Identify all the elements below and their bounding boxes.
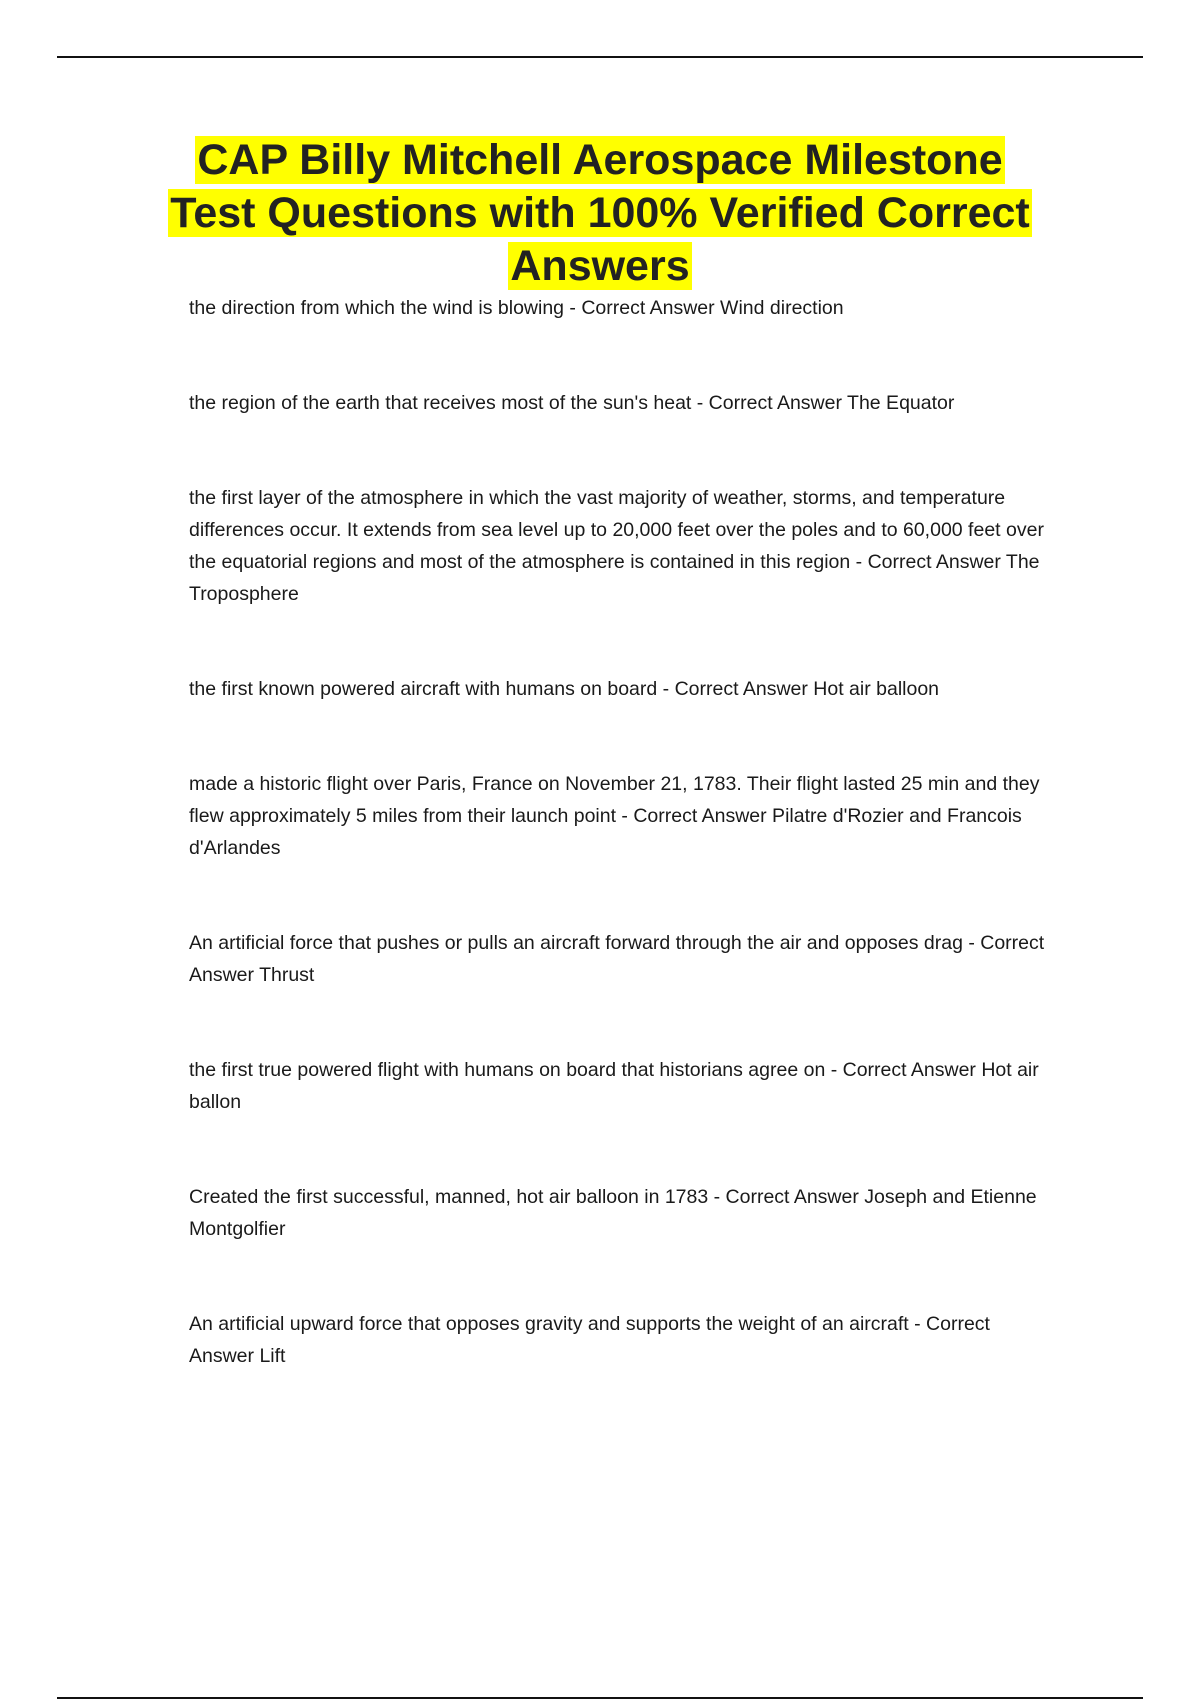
question-list [189, 292, 1049, 1435]
list-item: the direction from which the wind is blowing - Correct Answer Wind direction [189, 297, 844, 319]
top-rule [57, 56, 1143, 58]
list-item: Created the first successful, manned, hot air balloon in 1783 - Correct Answer Joseph and Etienne Montgolfier [189, 1186, 1037, 1240]
title-block [150, 134, 1050, 293]
bottom-rule [57, 1697, 1143, 1699]
list-item: An artificial force that pushes or pulls an aircraft forward through the air and opposes drag - Correct Answer Thrust [189, 932, 1045, 986]
list-item: An artificial upward force that opposes gravity and supports the weight of an aircraft - Correct Answer Lift [189, 1313, 990, 1367]
page-title [150, 134, 1050, 293]
list-item: the region of the earth that receives most of the sun's heat - Correct Answer The Equator [189, 392, 955, 414]
list-item: made a historic flight over Paris, France on November 21, 1783. Their flight lasted 25 min and they flew approximately 5 miles from their launch point - Correct Answer Pilatre d'Rozier and Francois d'Arlandes [189, 773, 1040, 859]
title-highlight: CAP Billy Mitchell Aerospace Milestone Test Questions with 100% Verified Correct Answers [170, 136, 1030, 290]
list-item: the first layer of the atmosphere in which the vast majority of weather, storms, and temperature differences occur. It extends from sea level up to 20,000 feet over the poles and to 60,000 feet over the equatorial regions and most of the atmosphere is contained in this region - Correct Answer The Troposphere [189, 487, 1044, 605]
list-item: the first known powered aircraft with humans on board - Correct Answer Hot air balloon [189, 678, 940, 700]
list-item: the first true powered flight with humans on board that historians agree on - Correct Answer Hot air ballon [189, 1059, 1039, 1113]
